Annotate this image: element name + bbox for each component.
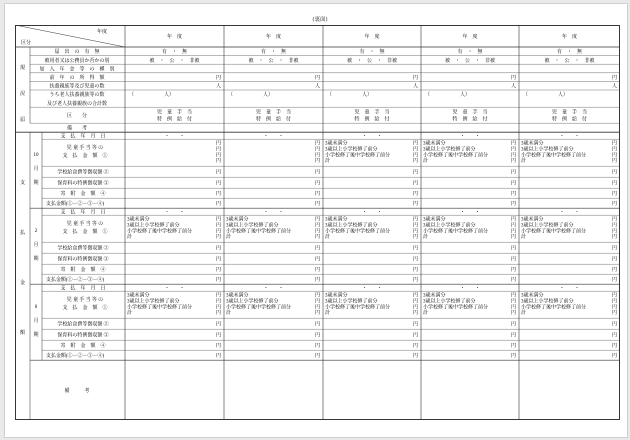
allowance-breakdown-line: 3歳以上小学校修了前分 (127, 223, 180, 229)
yen-unit: 円 (314, 153, 320, 159)
yen-unit: 円 (611, 268, 617, 274)
current-cell-paren: （ 人） (129, 93, 175, 99)
yen-unit: 円 (314, 344, 320, 350)
allowance-breakdown-line: 小学校修了後中学校修了前分 (325, 305, 391, 311)
yen-unit: 円 (215, 344, 221, 350)
yen-unit: 円 (611, 223, 617, 229)
yen-unit: 円 (314, 305, 320, 311)
allowance-breakdown-line: 計 (423, 235, 429, 241)
year-column-header: 年 度 (166, 35, 183, 40)
current-cell-choice: 被 ・ 公 ・ 非被 (149, 58, 200, 64)
yen-unit: 円 (314, 202, 320, 208)
yen-unit: 円 (611, 246, 617, 252)
allowance-breakdown-line: 3歳未満分 (226, 217, 249, 223)
current-cell-choice: 有 ・ 無 (359, 50, 385, 56)
allowance-label: 児 童 手 当 等 の (66, 222, 104, 228)
yen-unit: 円 (611, 322, 617, 328)
yen-unit: 円 (314, 278, 320, 284)
allowance-breakdown-line: 3歳未満分 (325, 141, 348, 147)
yen-unit: 円 (314, 293, 320, 299)
yen-unit: 円 (215, 217, 221, 223)
current-row-label: 被用者又は公務員か否かの別 (44, 58, 110, 64)
yen-unit: 円 (510, 305, 516, 311)
current-section-label: 現 (19, 66, 26, 71)
allowance-breakdown-line: 計 (423, 159, 429, 165)
yen-unit: 円 (412, 293, 418, 299)
yen-unit: 円 (412, 235, 418, 241)
allowance-breakdown-line: 小学校修了後中学校修了前分 (423, 153, 489, 159)
current-cell-choice: 有 ・ 無 (260, 50, 287, 56)
allowance-breakdown-line: 計 (325, 311, 331, 317)
yen-unit: 円 (314, 192, 320, 198)
kubun-cell-line: 特 例 給 付 (354, 117, 390, 123)
month-label: 6 (34, 305, 38, 311)
allowance-breakdown-line: 計 (325, 235, 331, 241)
payment-date-dots: ・ ・ (361, 210, 383, 216)
kubun-cell-line: 児 童 手 当 (156, 110, 193, 116)
payment-row-label: 学校給食費等徴収額 ② (57, 170, 109, 176)
payment-row-label: 支払金額(①－②－③－④) (45, 202, 105, 208)
payment-remarks-label: 備 考 (64, 389, 90, 395)
yen-unit: 円 (215, 311, 221, 317)
yen-unit: 円 (510, 147, 516, 153)
yen-unit: 円 (412, 354, 418, 360)
yen-unit: 円 (412, 159, 418, 165)
allowance-breakdown-line: 3歳以上小学校修了前分 (226, 223, 279, 229)
allowance-breakdown-line: 計 (423, 311, 429, 317)
allowance-breakdown-line: 小学校修了後中学校修了前分 (325, 153, 391, 159)
allowance-breakdown-line: 計 (226, 235, 232, 241)
allowance-breakdown-line: 3歳未満分 (325, 217, 348, 223)
allowance-breakdown-line: 3歳以上小学校修了前分 (423, 299, 476, 305)
current-cell-unit: 人 (611, 84, 617, 90)
yen-unit: 円 (215, 322, 221, 328)
yen-unit: 円 (611, 333, 617, 339)
current-cell-choice: 被 ・ 公 ・ 非被 (544, 58, 595, 64)
current-row-label: うち老人扶養親族等の数 (49, 93, 105, 99)
allowance-breakdown-line: 3歳以上小学校修了前分 (325, 299, 378, 305)
yen-unit: 円 (314, 235, 320, 241)
allowance-breakdown-line: 計 (521, 235, 527, 241)
yen-unit: 円 (611, 192, 617, 198)
yen-unit: 円 (510, 223, 516, 229)
allowance-breakdown-line: 小学校修了後中学校修了前分 (127, 305, 193, 311)
allowance-breakdown-line: 3歳未満分 (521, 293, 544, 299)
payment-date-dots: ・ ・ (361, 286, 383, 292)
yen-unit: 円 (314, 170, 320, 176)
yen-unit: 円 (611, 153, 617, 159)
allowance-breakdown-line: 3歳未満分 (423, 141, 446, 147)
allowance-breakdown-line: 3歳未満分 (423, 217, 446, 223)
current-remarks-label: 備 考 (66, 126, 88, 132)
yen-unit: 円 (510, 170, 516, 176)
current-cell-paren: （ 人） (327, 93, 373, 99)
kubun-cell-line: 児 童 手 当 (255, 110, 292, 116)
yen-unit: 円 (611, 344, 617, 350)
payment-date-dots: ・ ・ (459, 210, 481, 216)
allowance-breakdown-line: 小学校修了後中学校修了前分 (521, 305, 587, 311)
allowance-breakdown-line: 3歳未満分 (521, 217, 544, 223)
yen-unit: 円 (412, 217, 418, 223)
yen-unit: 円 (314, 141, 320, 147)
yen-unit: 円 (510, 333, 516, 339)
payment-row-label: 支払金額(①－②－③－④) (45, 354, 105, 360)
yen-unit: 円 (314, 159, 320, 165)
yen-unit: 円 (314, 246, 320, 252)
payment-row-label: 寄 附 金 額 ④ (60, 192, 106, 198)
current-cell-choice: 有 ・ 無 (457, 50, 483, 56)
allowance-breakdown-line: 3歳以上小学校修了前分 (521, 147, 574, 153)
allowance-breakdown-line: 小学校修了後中学校修了前分 (325, 229, 391, 235)
payment-date-dots: ・ ・ (263, 134, 284, 140)
yen-unit: 円 (510, 141, 516, 147)
yen-unit: 円 (611, 217, 617, 223)
yen-unit: 円 (412, 181, 418, 187)
page-caption: (裏面) (312, 17, 328, 23)
year-column-header: 年 度 (561, 35, 578, 40)
allowance-breakdown-line: 計 (127, 235, 133, 241)
yen-unit: 円 (510, 354, 516, 360)
yen-unit: 円 (611, 293, 617, 299)
current-cell-unit: 円 (215, 76, 221, 81)
current-row-label: 届 出 の 有 無 (54, 50, 100, 56)
yen-unit: 円 (510, 159, 516, 165)
allowance-breakdown-line: 3歳以上小学校修了前分 (325, 223, 378, 229)
header-category-label: 区分 (21, 41, 32, 46)
payment-row-label: 保育料の特例徴収額 ③ (57, 333, 109, 339)
payment-row-label: 学校給食費等徴収額 ② (57, 322, 109, 328)
yen-unit: 円 (412, 305, 418, 311)
current-row-label: 加 入 年 金 等 の 種 別 (39, 67, 115, 73)
payment-date-dots: ・ ・ (559, 286, 580, 292)
year-column-header: 年 度 (462, 35, 478, 40)
year-column-header: 年 度 (265, 35, 282, 40)
yen-unit: 円 (611, 257, 617, 263)
yen-unit: 円 (510, 181, 516, 187)
allowance-breakdown-line: 計 (226, 311, 232, 317)
yen-unit: 円 (510, 299, 516, 305)
allowance-breakdown-line: 小学校修了後中学校修了前分 (521, 153, 587, 159)
yen-unit: 円 (510, 246, 516, 252)
payment-date-dots: ・ ・ (459, 286, 481, 292)
allowance-breakdown-line: 3歳以上小学校修了前分 (226, 299, 279, 305)
payment-row-label: 支払金額(①－②－③－④) (45, 278, 105, 284)
allowance-breakdown-line: 小学校修了後中学校修了前分 (226, 229, 292, 235)
month-label: 2 (34, 229, 38, 235)
yen-unit: 円 (412, 333, 418, 339)
yen-unit: 円 (412, 246, 418, 252)
yen-unit: 円 (510, 344, 516, 350)
allowance-breakdown-line: 3歳未満分 (226, 293, 249, 299)
payment-date-dots: ・ ・ (164, 286, 185, 292)
month-label: 期 (33, 333, 39, 339)
header-diagonal (15, 25, 125, 47)
yen-unit: 円 (510, 257, 516, 263)
yen-unit: 円 (314, 181, 320, 187)
yen-unit: 円 (215, 181, 221, 187)
payment-date-dots: ・ ・ (559, 134, 580, 140)
payment-section-label: 額 (19, 331, 26, 337)
payment-row-label: 寄 附 金 額 ④ (60, 268, 106, 274)
allowance-breakdown-line: 3歳未満分 (127, 217, 150, 223)
yen-unit: 円 (412, 278, 418, 284)
yen-unit: 円 (215, 147, 221, 153)
yen-unit: 円 (510, 278, 516, 284)
allowance-breakdown-line: 小学校修了後中学校修了前分 (127, 229, 193, 235)
yen-unit: 円 (215, 333, 221, 339)
yen-unit: 円 (215, 235, 221, 241)
yen-unit: 円 (215, 223, 221, 229)
month-label: 期 (33, 257, 39, 263)
current-cell-choice: 有 ・ 無 (161, 50, 188, 56)
allowance-breakdown-line: 小学校修了後中学校修了前分 (423, 229, 489, 235)
payment-section-label: 支 (19, 181, 26, 187)
allowance-breakdown-line: 3歳以上小学校修了前分 (325, 147, 378, 153)
yen-unit: 円 (314, 147, 320, 153)
payment-date-label: 支 払 年 月 日 (60, 286, 106, 292)
current-section-label: 況 (19, 92, 26, 97)
payment-row-label: 寄 附 金 額 ④ (60, 344, 106, 350)
payment-date-dots: ・ ・ (459, 134, 481, 140)
yen-unit: 円 (314, 333, 320, 339)
current-cell-choice: 有 ・ 無 (556, 50, 583, 56)
allowance-breakdown-line: 3歳未満分 (423, 293, 446, 299)
yen-unit: 円 (314, 257, 320, 263)
payment-date-dots: ・ ・ (559, 210, 580, 216)
yen-unit: 円 (314, 217, 320, 223)
kubun-cell-line: 児 童 手 当 (551, 110, 588, 116)
yen-unit: 円 (510, 311, 516, 317)
kubun-cell-line: 児 童 手 当 (354, 110, 390, 116)
yen-unit: 円 (510, 217, 516, 223)
payment-date-label: 支 払 年 月 日 (60, 210, 106, 216)
yen-unit: 円 (510, 268, 516, 274)
yen-unit: 円 (611, 181, 617, 187)
yen-unit: 円 (412, 141, 418, 147)
current-cell-choice: 被 ・ 公 ・ 非被 (444, 58, 496, 64)
current-cell-choice: 被 ・ 公 ・ 非被 (346, 58, 398, 64)
yen-unit: 円 (510, 202, 516, 208)
yen-unit: 円 (611, 202, 617, 208)
allowance-label: 児 童 手 当 等 の (66, 298, 104, 304)
yen-unit: 円 (314, 299, 320, 305)
yen-unit: 円 (510, 229, 516, 235)
current-cell-unit: 人 (314, 84, 320, 90)
yen-unit: 円 (215, 299, 221, 305)
allowance-breakdown-line: 3歳未満分 (325, 293, 348, 299)
yen-unit: 円 (412, 229, 418, 235)
header-year-label: 年度 (96, 30, 107, 35)
allowance-breakdown-line: 計 (127, 311, 133, 317)
current-cell-unit: 人 (412, 84, 418, 90)
allowance-label: 支 払 金 額 ① (62, 154, 108, 160)
month-label: 月 (33, 167, 39, 173)
yen-unit: 円 (412, 223, 418, 229)
kubun-cell-line: 特 例 給 付 (452, 117, 488, 123)
yen-unit: 円 (215, 354, 221, 360)
allowance-label: 支 払 金 額 ① (62, 230, 108, 236)
current-cell-unit: 円 (314, 76, 320, 81)
allowance-breakdown-line: 3歳以上小学校修了前分 (423, 223, 476, 229)
yen-unit: 円 (510, 293, 516, 299)
yen-unit: 円 (510, 192, 516, 198)
yen-unit: 円 (215, 202, 221, 208)
kubun-cell-line: 特 例 給 付 (156, 117, 193, 123)
payment-row-label: 保育料の特例徴収額 ③ (57, 181, 109, 187)
payment-date-dots: ・ ・ (263, 286, 284, 292)
month-label: 月 (33, 243, 39, 249)
allowance-label: 児 童 手 当 等 の (66, 146, 104, 152)
current-cell-paren: （ 人） (523, 93, 569, 99)
yen-unit: 円 (215, 170, 221, 176)
yen-unit: 円 (215, 246, 221, 252)
kubun-cell-line: 児 童 手 当 (452, 110, 488, 116)
current-cell-choice: 被 ・ 公 ・ 非被 (248, 58, 299, 64)
yen-unit: 円 (412, 322, 418, 328)
kubun-cell-line: 特 例 給 付 (255, 117, 292, 123)
current-cell-unit: 円 (611, 76, 617, 81)
yen-unit: 円 (412, 268, 418, 274)
allowance-breakdown-line: 小学校修了後中学校修了前分 (521, 229, 587, 235)
page (4, 3, 628, 438)
payment-date-dots: ・ ・ (164, 210, 185, 216)
yen-unit: 円 (215, 159, 221, 165)
yen-unit: 円 (412, 257, 418, 263)
year-column-header: 年 度 (364, 35, 380, 40)
kubun-cell-line: 特 例 給 付 (551, 117, 588, 123)
payment-section-label: 払 (19, 231, 26, 237)
yen-unit: 円 (611, 170, 617, 176)
current-cell-unit: 円 (412, 76, 418, 81)
yen-unit: 円 (611, 159, 617, 165)
month-label: 月 (33, 319, 39, 325)
yen-unit: 円 (314, 354, 320, 360)
yen-unit: 円 (611, 354, 617, 360)
yen-unit: 円 (412, 147, 418, 153)
yen-unit: 円 (412, 170, 418, 176)
payment-date-dots: ・ ・ (164, 134, 185, 140)
yen-unit: 円 (412, 344, 418, 350)
yen-unit: 円 (510, 322, 516, 328)
yen-unit: 円 (611, 147, 617, 153)
yen-unit: 円 (412, 153, 418, 159)
allowance-breakdown-line: 小学校修了後中学校修了前分 (226, 305, 292, 311)
yen-unit: 円 (215, 268, 221, 274)
ledger-table (15, 25, 620, 420)
current-cell-paren: （ 人） (228, 93, 274, 99)
allowance-breakdown-line: 3歳未満分 (127, 293, 150, 299)
yen-unit: 円 (215, 229, 221, 235)
payment-row-label: 保育料の特例徴収額 ③ (57, 257, 109, 263)
yen-unit: 円 (215, 192, 221, 198)
yen-unit: 円 (215, 153, 221, 159)
yen-unit: 円 (611, 141, 617, 147)
payment-section-label: 金 (19, 281, 26, 287)
kubun-label: 区 分 (66, 114, 88, 120)
allowance-breakdown-line: 3歳以上小学校修了前分 (423, 147, 476, 153)
yen-unit: 円 (314, 223, 320, 229)
allowance-breakdown-line: 小学校修了後中学校修了前分 (423, 305, 489, 311)
allowance-breakdown-line: 計 (325, 159, 331, 165)
yen-unit: 円 (215, 293, 221, 299)
yen-unit: 円 (412, 202, 418, 208)
yen-unit: 円 (314, 268, 320, 274)
yen-unit: 円 (611, 235, 617, 241)
yen-unit: 円 (314, 311, 320, 317)
yen-unit: 円 (215, 257, 221, 263)
yen-unit: 円 (314, 322, 320, 328)
allowance-breakdown-line: 3歳以上小学校修了前分 (521, 299, 574, 305)
yen-unit: 円 (611, 278, 617, 284)
yen-unit: 円 (611, 299, 617, 305)
month-label: 10 (33, 153, 39, 159)
yen-unit: 円 (510, 235, 516, 241)
payment-date-dots: ・ ・ (361, 134, 383, 140)
current-section-label: 届 (19, 118, 26, 123)
allowance-breakdown-line: 3歳未満分 (521, 141, 544, 147)
yen-unit: 円 (215, 305, 221, 311)
yen-unit: 円 (412, 192, 418, 198)
current-row-label: 扶養親族等及び児童の数 (49, 84, 105, 90)
yen-unit: 円 (412, 299, 418, 305)
allowance-breakdown-line: 計 (521, 159, 527, 165)
yen-unit: 円 (314, 229, 320, 235)
allowance-breakdown-line: 3歳以上小学校修了前分 (521, 223, 574, 229)
yen-unit: 円 (215, 278, 221, 284)
allowance-label: 支 払 金 額 ① (62, 306, 108, 312)
current-cell-unit: 人 (215, 84, 221, 90)
yen-unit: 円 (611, 229, 617, 235)
payment-date-dots: ・ ・ (263, 210, 284, 216)
payment-row-label: 学校給食費等徴収額 ② (57, 246, 109, 252)
current-row-label: 及び老人扶養親族の合計数 (46, 101, 108, 107)
current-cell-paren: （ 人） (425, 93, 471, 99)
allowance-breakdown-line: 計 (521, 311, 527, 317)
current-row-label: 前 年 の 所 得 額 (49, 76, 105, 81)
yen-unit: 円 (215, 141, 221, 147)
yen-unit: 円 (510, 153, 516, 159)
current-cell-unit: 人 (510, 84, 516, 90)
current-cell-unit: 円 (510, 76, 516, 81)
yen-unit: 円 (611, 305, 617, 311)
month-label: 期 (33, 181, 39, 187)
yen-unit: 円 (412, 311, 418, 317)
payment-date-label: 支 払 年 月 日 (60, 134, 106, 140)
yen-unit: 円 (611, 311, 617, 317)
allowance-breakdown-line: 3歳以上小学校修了前分 (127, 299, 180, 305)
